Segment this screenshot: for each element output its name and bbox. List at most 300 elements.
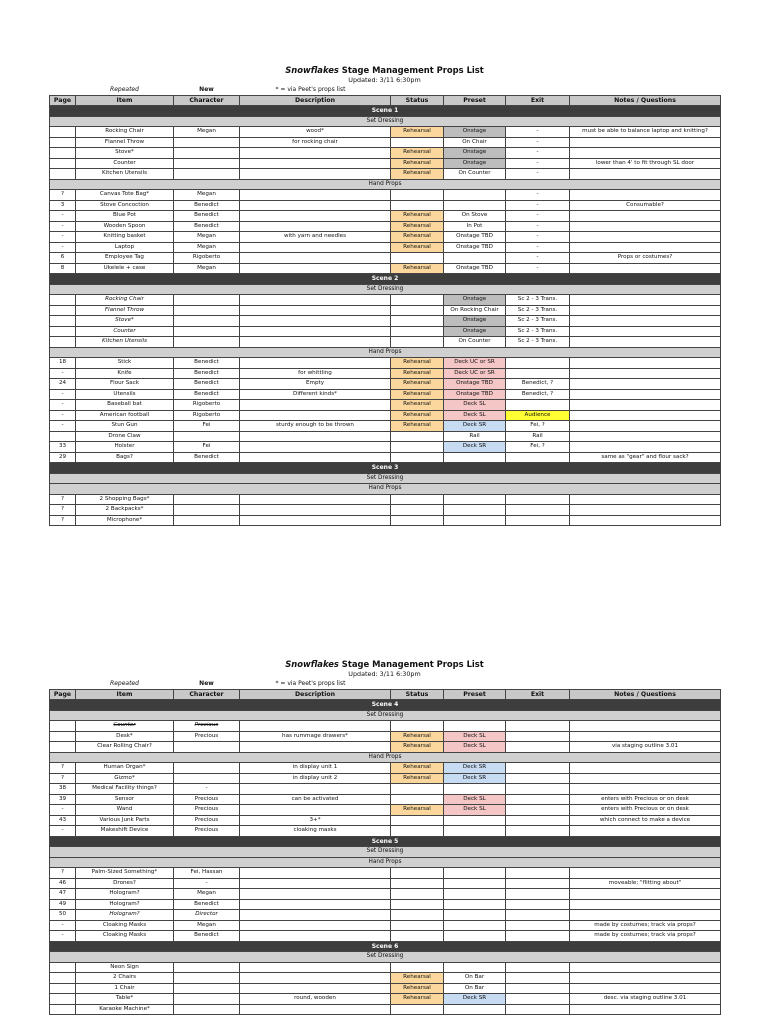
exit-cell: Sc 2 - 3 Trans.	[506, 326, 570, 337]
table-row	[50, 326, 721, 337]
character-cell: Megan	[174, 920, 240, 931]
notes-cell: must be able to balance laptop and knitting?	[570, 127, 721, 138]
preset-cell: Deck SL	[444, 794, 506, 805]
description-cell	[240, 442, 391, 453]
section-header	[50, 284, 721, 295]
props-list-page-1	[49, 65, 720, 526]
preset-cell	[444, 931, 506, 942]
table-row	[50, 494, 721, 505]
status-cell	[391, 137, 444, 148]
scene-title: Scene 6	[50, 941, 721, 952]
column-header: Notes / Questions	[570, 689, 721, 700]
status-cell: Rehearsal	[391, 221, 444, 232]
exit-cell	[506, 973, 570, 984]
page-cell: -	[50, 805, 76, 816]
page-cell	[50, 742, 76, 753]
page-cell	[50, 316, 76, 327]
exit-cell	[506, 805, 570, 816]
section-title: Set Dressing	[50, 473, 721, 484]
section-title: Hand Props	[50, 179, 721, 190]
item-cell: Stove*	[76, 148, 174, 159]
item-cell: Blue Pot	[76, 211, 174, 222]
character-cell: Precious	[174, 805, 240, 816]
page-cell: 46	[50, 878, 76, 889]
notes-cell: enters with Precious or on desk	[570, 805, 721, 816]
character-cell: Benedict	[174, 358, 240, 369]
section-title: Set Dressing	[50, 284, 721, 295]
character-cell: Megan	[174, 889, 240, 900]
column-header: Item	[76, 689, 174, 700]
section-header	[50, 473, 721, 484]
exit-cell: -	[506, 137, 570, 148]
preset-cell: On Counter	[444, 169, 506, 180]
description-cell	[240, 878, 391, 889]
page-cell: -	[50, 232, 76, 243]
description-cell	[240, 515, 391, 526]
item-cell: Karaoke Machine*	[76, 1004, 174, 1015]
character-cell: -	[174, 784, 240, 795]
exit-cell	[506, 721, 570, 732]
notes-cell	[570, 962, 721, 973]
item-cell: Drone Claw	[76, 431, 174, 442]
page-cell	[50, 326, 76, 337]
page-cell	[50, 973, 76, 984]
legend-cell: New	[199, 86, 214, 94]
item-cell: Flour Sack	[76, 379, 174, 390]
section-header	[50, 179, 721, 190]
table-row	[50, 920, 721, 931]
exit-cell: Fei, ?	[506, 421, 570, 432]
notes-cell	[570, 379, 721, 390]
scene-title: Scene 5	[50, 836, 721, 847]
exit-cell: -	[506, 232, 570, 243]
notes-cell: enters with Precious or on desk	[570, 794, 721, 805]
legend-cell: * = via Peet's props list	[275, 86, 346, 94]
description-cell	[240, 931, 391, 942]
notes-cell	[570, 137, 721, 148]
exit-cell	[506, 868, 570, 879]
legend-row	[50, 85, 721, 95]
preset-cell: Onstage TBD	[444, 232, 506, 243]
table-row	[50, 242, 721, 253]
description-cell: for rocking chair	[240, 137, 391, 148]
exit-cell	[506, 742, 570, 753]
item-cell: Counter	[76, 721, 174, 732]
notes-cell	[570, 148, 721, 159]
preset-cell: Onstage TBD	[444, 389, 506, 400]
item-cell: Hologram?	[76, 889, 174, 900]
page-cell	[50, 994, 76, 1005]
scene-header	[50, 463, 721, 474]
preset-cell	[444, 190, 506, 201]
description-cell	[240, 805, 391, 816]
exit-cell: Audience	[506, 410, 570, 421]
preset-cell: Onstage	[444, 316, 506, 327]
item-cell: Counter	[76, 158, 174, 169]
scene-header	[50, 274, 721, 285]
scene-header	[50, 106, 721, 117]
preset-cell: Onstage	[444, 295, 506, 306]
section-header	[50, 710, 721, 721]
status-cell	[391, 784, 444, 795]
section-header	[50, 847, 721, 858]
notes-cell: lower than 4' to fit through SL door	[570, 158, 721, 169]
column-header: Character	[174, 95, 240, 106]
status-cell: Rehearsal	[391, 368, 444, 379]
status-cell	[391, 337, 444, 348]
status-cell	[391, 295, 444, 306]
exit-cell: Sc 2 - 3 Trans.	[506, 305, 570, 316]
column-header: Description	[240, 95, 391, 106]
character-cell: Benedict	[174, 899, 240, 910]
item-cell: Cloaking Masks	[76, 920, 174, 931]
description-cell	[240, 910, 391, 921]
page-cell: -	[50, 931, 76, 942]
character-cell: Megan	[174, 232, 240, 243]
item-cell: Baseball bat	[76, 400, 174, 411]
scene-header	[50, 700, 721, 711]
page-cell: ?	[50, 773, 76, 784]
status-cell	[391, 878, 444, 889]
page-cell: -	[50, 368, 76, 379]
page-cell: 47	[50, 889, 76, 900]
character-cell: Megan	[174, 127, 240, 138]
table-row	[50, 148, 721, 159]
character-cell	[174, 973, 240, 984]
page-cell: -	[50, 400, 76, 411]
legend-cell	[506, 679, 570, 689]
preset-cell: Onstage	[444, 148, 506, 159]
table-row	[50, 773, 721, 784]
notes-cell	[570, 868, 721, 879]
description-cell: has rummage drawers*	[240, 731, 391, 742]
status-cell	[391, 190, 444, 201]
character-cell	[174, 169, 240, 180]
preset-cell: In Pot	[444, 221, 506, 232]
page-cell	[50, 431, 76, 442]
page-cell: 24	[50, 379, 76, 390]
item-cell: Desk*	[76, 731, 174, 742]
exit-cell: Sc 2 - 3 Trans.	[506, 295, 570, 306]
page-cell: -	[50, 920, 76, 931]
status-cell: Rehearsal	[391, 169, 444, 180]
preset-cell: Deck SL	[444, 410, 506, 421]
exit-cell: -	[506, 263, 570, 274]
status-cell: Rehearsal	[391, 127, 444, 138]
character-cell	[174, 494, 240, 505]
description-cell	[240, 494, 391, 505]
description-cell	[240, 200, 391, 211]
legend-cell: Repeated	[110, 680, 139, 688]
section-title: Hand Props	[50, 752, 721, 763]
description-cell	[240, 899, 391, 910]
table-row	[50, 200, 721, 211]
column-header: Character	[174, 689, 240, 700]
item-cell: Various Junk Parts	[76, 815, 174, 826]
preset-cell: Deck SR	[444, 773, 506, 784]
character-cell: Rigoberto	[174, 400, 240, 411]
section-header	[50, 952, 721, 963]
character-cell: Megan	[174, 242, 240, 253]
column-header: Item	[76, 95, 174, 106]
notes-cell: Props or costumes?	[570, 253, 721, 264]
column-header-row	[50, 689, 721, 700]
item-cell: Table*	[76, 994, 174, 1005]
column-header: Status	[391, 95, 444, 106]
character-cell: Rigoberto	[174, 410, 240, 421]
notes-cell: via staging outline 3.01	[570, 742, 721, 753]
exit-cell	[506, 899, 570, 910]
table-row	[50, 169, 721, 180]
notes-cell	[570, 400, 721, 411]
table-row	[50, 190, 721, 201]
table-row	[50, 127, 721, 138]
scene-title: Scene 3	[50, 463, 721, 474]
description-cell	[240, 452, 391, 463]
preset-cell	[444, 826, 506, 837]
table-row	[50, 316, 721, 327]
item-cell: Kitchen Utensils	[76, 169, 174, 180]
preset-cell: Deck SL	[444, 805, 506, 816]
character-cell: Benedict	[174, 452, 240, 463]
exit-cell	[506, 931, 570, 942]
legend-cell	[50, 679, 76, 689]
description-cell: Different kinds*	[240, 389, 391, 400]
item-cell: Stove Concoction	[76, 200, 174, 211]
table-row	[50, 137, 721, 148]
status-cell: Rehearsal	[391, 731, 444, 742]
exit-cell: -	[506, 148, 570, 159]
table-row	[50, 232, 721, 243]
section-header	[50, 347, 721, 358]
description-cell	[240, 158, 391, 169]
table-row	[50, 389, 721, 400]
table-row	[50, 505, 721, 516]
scene-title: Scene 1	[50, 106, 721, 117]
character-cell: Fei, Hassan	[174, 868, 240, 879]
exit-cell	[506, 878, 570, 889]
preset-cell	[444, 910, 506, 921]
page-cell	[50, 148, 76, 159]
legend-row	[50, 679, 721, 689]
status-cell	[391, 1004, 444, 1015]
legend-cell: Repeated	[110, 86, 139, 94]
exit-cell	[506, 773, 570, 784]
table-row	[50, 158, 721, 169]
table-row	[50, 253, 721, 264]
notes-cell: moveable; "flitting about"	[570, 878, 721, 889]
status-cell: Rehearsal	[391, 211, 444, 222]
updated-date: Updated: 3/11 6:30pm	[348, 670, 421, 678]
exit-cell: -	[506, 190, 570, 201]
preset-cell	[444, 878, 506, 889]
page-cell: -	[50, 826, 76, 837]
character-cell	[174, 326, 240, 337]
table-row	[50, 295, 721, 306]
item-cell: Hologram?	[76, 910, 174, 921]
item-cell: Sensor	[76, 794, 174, 805]
status-cell: Rehearsal	[391, 400, 444, 411]
page-cell: -	[50, 421, 76, 432]
description-cell: round, wooden	[240, 994, 391, 1005]
preset-cell: Onstage	[444, 326, 506, 337]
item-cell: Stun Gun	[76, 421, 174, 432]
updated-date: Updated: 3/11 6:30pm	[348, 76, 421, 84]
character-cell	[174, 505, 240, 516]
notes-cell	[570, 731, 721, 742]
status-cell	[391, 452, 444, 463]
status-cell	[391, 494, 444, 505]
preset-cell: Onstage	[444, 127, 506, 138]
item-cell: Employee Tag	[76, 253, 174, 264]
exit-cell	[506, 994, 570, 1005]
exit-cell: -	[506, 221, 570, 232]
page-cell: 49	[50, 899, 76, 910]
notes-cell	[570, 232, 721, 243]
item-cell: Drones?	[76, 878, 174, 889]
description-cell: wood*	[240, 127, 391, 138]
table-row	[50, 889, 721, 900]
exit-cell: Sc 2 - 3 Trans.	[506, 337, 570, 348]
table-row	[50, 878, 721, 889]
character-cell: Precious	[174, 721, 240, 732]
notes-cell	[570, 763, 721, 774]
status-cell	[391, 431, 444, 442]
description-cell	[240, 721, 391, 732]
page-cell: 29	[50, 452, 76, 463]
preset-cell: Deck SR	[444, 763, 506, 774]
table-row	[50, 994, 721, 1005]
status-cell: Rehearsal	[391, 358, 444, 369]
status-cell	[391, 794, 444, 805]
exit-cell	[506, 515, 570, 526]
status-cell: Rehearsal	[391, 263, 444, 274]
column-header: Description	[240, 689, 391, 700]
section-title: Set Dressing	[50, 710, 721, 721]
description-cell	[240, 337, 391, 348]
notes-cell	[570, 889, 721, 900]
page-cell	[50, 1004, 76, 1015]
section-header	[50, 116, 721, 127]
table-row	[50, 931, 721, 942]
page-cell: 18	[50, 358, 76, 369]
item-cell: Gizmo*	[76, 773, 174, 784]
description-cell	[240, 326, 391, 337]
character-cell: Fei	[174, 421, 240, 432]
description-cell	[240, 973, 391, 984]
exit-cell: -	[506, 200, 570, 211]
column-header: Exit	[506, 689, 570, 700]
preset-cell: On Rocking Chair	[444, 305, 506, 316]
exit-cell	[506, 452, 570, 463]
preset-cell: Deck UC or SR	[444, 358, 506, 369]
description-cell	[240, 505, 391, 516]
status-cell	[391, 910, 444, 921]
legend-cell: * = via Peet's props list	[275, 680, 346, 688]
status-cell: Rehearsal	[391, 983, 444, 994]
character-cell: Precious	[174, 815, 240, 826]
status-cell	[391, 326, 444, 337]
item-cell: Stick	[76, 358, 174, 369]
page-cell	[50, 305, 76, 316]
notes-cell	[570, 826, 721, 837]
preset-cell	[444, 1004, 506, 1015]
exit-cell: Fei, ?	[506, 442, 570, 453]
character-cell	[174, 773, 240, 784]
character-cell	[174, 962, 240, 973]
notes-cell	[570, 221, 721, 232]
description-cell	[240, 305, 391, 316]
exit-cell	[506, 889, 570, 900]
character-cell: Benedict	[174, 389, 240, 400]
preset-cell: Onstage TBD	[444, 242, 506, 253]
legend-cell	[391, 679, 444, 689]
notes-cell	[570, 421, 721, 432]
character-cell: Fei	[174, 442, 240, 453]
scene-header	[50, 836, 721, 847]
description-cell: sturdy enough to be thrown	[240, 421, 391, 432]
character-cell: Precious	[174, 826, 240, 837]
preset-cell: On Bar	[444, 973, 506, 984]
notes-cell	[570, 326, 721, 337]
page-cell: 33	[50, 442, 76, 453]
description-cell: with yarn and needles	[240, 232, 391, 243]
notes-cell	[570, 337, 721, 348]
section-title: Hand Props	[50, 857, 721, 868]
preset-cell	[444, 515, 506, 526]
description-cell: cloaking masks	[240, 826, 391, 837]
column-header: Status	[391, 689, 444, 700]
page-cell: 50	[50, 910, 76, 921]
table-row	[50, 805, 721, 816]
table-row	[50, 421, 721, 432]
item-cell: Bags?	[76, 452, 174, 463]
status-cell	[391, 931, 444, 942]
item-cell: Makeshift Device	[76, 826, 174, 837]
exit-cell	[506, 763, 570, 774]
exit-cell: -	[506, 169, 570, 180]
item-cell: Clear Rolling Chair?	[76, 742, 174, 753]
character-cell	[174, 295, 240, 306]
section-header	[50, 484, 721, 495]
description-cell	[240, 742, 391, 753]
description-cell	[240, 253, 391, 264]
character-cell	[174, 1004, 240, 1015]
notes-cell	[570, 316, 721, 327]
scene-title: Scene 4	[50, 700, 721, 711]
preset-cell: Deck SR	[444, 421, 506, 432]
character-cell: Precious	[174, 731, 240, 742]
table-row	[50, 973, 721, 984]
description-cell	[240, 400, 391, 411]
description-cell: in display unit 2	[240, 773, 391, 784]
preset-cell	[444, 721, 506, 732]
description-cell	[240, 962, 391, 973]
page-cell: -	[50, 221, 76, 232]
character-cell: Director	[174, 910, 240, 921]
status-cell: Rehearsal	[391, 973, 444, 984]
legend-cell	[50, 85, 76, 95]
item-cell: 2 Backpacks*	[76, 505, 174, 516]
preset-cell: Deck UC or SR	[444, 368, 506, 379]
exit-cell	[506, 784, 570, 795]
status-cell	[391, 920, 444, 931]
description-cell: for whittling	[240, 368, 391, 379]
props-list-page-2	[49, 659, 720, 1015]
item-cell: American football	[76, 410, 174, 421]
item-cell: Wooden Spoon	[76, 221, 174, 232]
section-header	[50, 752, 721, 763]
